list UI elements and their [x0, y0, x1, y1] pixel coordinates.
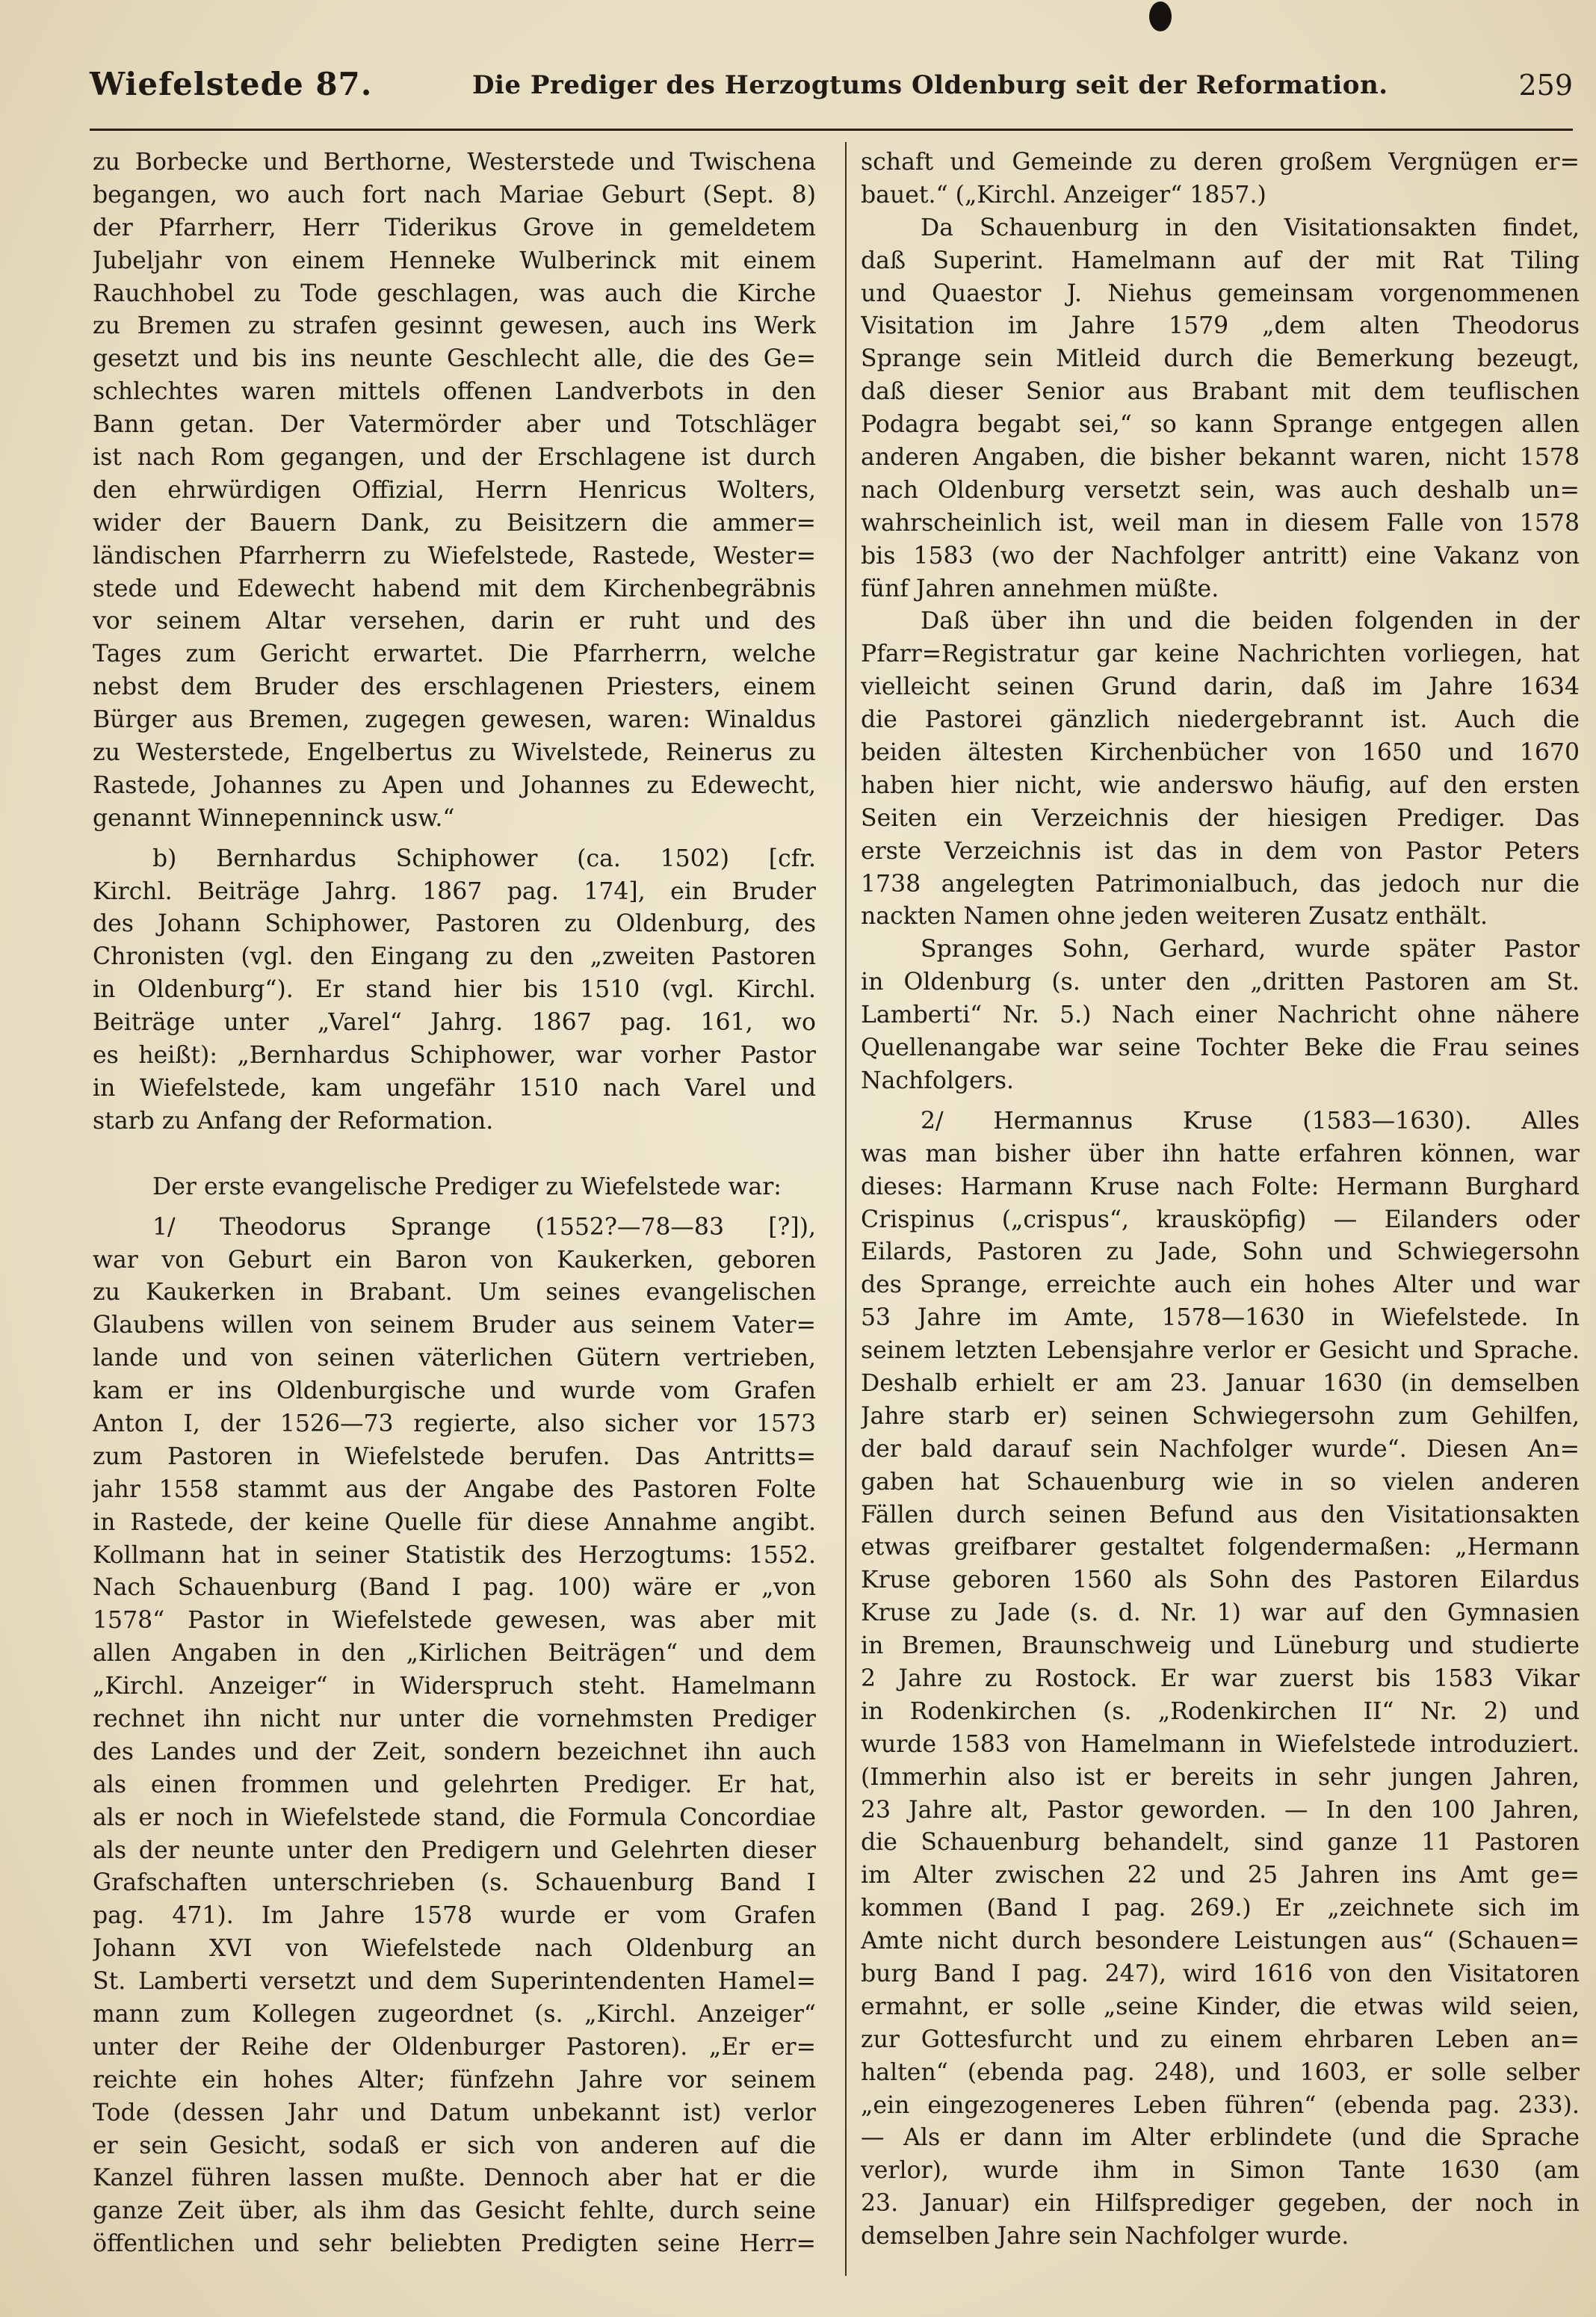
text-line: mann zum Kollegen zugeordnet (s. „Kirchl. Anzeiger“: [93, 2000, 816, 2028]
text-line: schaft und Gemeinde zu deren großem Vergnügen er=: [861, 149, 1580, 176]
text-line: Kruse zu Jade (s. d. Nr. 1) war auf den Gymnasien: [861, 1599, 1580, 1627]
text-line: demselben Jahre sein Nachfolger wurde.: [861, 2223, 1349, 2250]
text-line: zu Westerstede, Engelbertus zu Wivelstede, Reinerus zu: [93, 739, 816, 767]
text-line: Glaubens willen von seinem Bruder aus seinem Vater=: [93, 1312, 816, 1339]
header-rule: [90, 129, 1573, 131]
text-line: nebst dem Bruder des erschlagenen Priesters, einem: [93, 673, 816, 701]
text-line: schlechtes waren mittels offenen Landverbots in den: [93, 378, 816, 406]
text-line: stede und Edewecht habend mit dem Kirchenbegräbnis: [93, 575, 816, 602]
text-line: er sein Gesicht, sodaß er sich von anderen auf die: [93, 2132, 816, 2159]
text-line: Anton I, der 1526—73 regierte, also sicher vor 1573: [93, 1410, 816, 1437]
text-line: unter der Reihe der Oldenburger Pastoren). „Er er=: [93, 2033, 816, 2061]
text-line: daß dieser Senior aus Brabant mit dem teuflischen: [861, 378, 1580, 406]
text-line: verlor), wurde ihm in Simon Tante 1630 (am: [861, 2157, 1580, 2185]
text-line: und Quaestor J. Niehus gemeinsam vorgenommenen: [861, 280, 1580, 307]
text-line: b) Bernhardus Schiphower (ca. 1502) [cfr.: [152, 845, 816, 872]
text-line: haben hier nicht, wie anderswo häufig, auf den ersten: [861, 771, 1580, 799]
text-line: in Bremen, Braunschweig und Lüneburg und studierte: [861, 1632, 1580, 1660]
text-line: Podagra begabt sei,“ so kann Sprange entgegen allen: [861, 411, 1580, 439]
text-line: Kruse geboren 1560 als Sohn des Pastoren Eilardus: [861, 1567, 1580, 1594]
text-line: pag. 471). Im Jahre 1578 wurde er vom Grafen: [93, 1902, 816, 1930]
text-line: Grafschaften unterschrieben (s. Schauenburg Band I: [93, 1869, 816, 1897]
text-line: 2/ Hermannus Kruse (1583—1630). Alles: [921, 1107, 1580, 1135]
text-line: zur Gottesfurcht und zu einem ehrbaren Leben an=: [861, 2026, 1580, 2053]
header-parish: Wiefelstede 87.: [90, 66, 373, 102]
text-line: was man bisher über ihn hatte erfahren können, war: [861, 1140, 1580, 1167]
text-line: 23. Januar) ein Hilfsprediger gegeben, der noch in: [861, 2190, 1580, 2218]
text-line: vielleicht seinen Grund darin, daß im Jahre 1634: [861, 673, 1580, 701]
text-line: Rastede, Johannes zu Apen und Johannes zu Edewecht,: [93, 771, 816, 799]
text-line: Jahre starb er) seinen Schwiegersohn zum Gehilfen,: [861, 1402, 1580, 1430]
text-line: als er noch in Wiefelstede stand, die Formula Concordiae: [93, 1804, 816, 1831]
text-line: in Rastede, der keine Quelle für diese Annahme angibt.: [93, 1508, 816, 1536]
text-line: Tode (dessen Jahr und Datum unbekannt ist) verlor: [93, 2099, 816, 2126]
text-line: Kirchl. Beiträge Jahrg. 1867 pag. 174], ein Bruder: [93, 877, 816, 905]
text-line: 53 Jahre im Amte, 1578—1630 in Wiefelstede. In: [861, 1304, 1580, 1332]
paragraph-spacer: [861, 1098, 1580, 1105]
text-line: anderen Angaben, die bisher bekannt waren, nicht 1578: [861, 444, 1580, 472]
text-line: der bald darauf sein Nachfolger wurde“. Diesen An=: [861, 1435, 1580, 1463]
text-line: Johann XVI von Wiefelstede nach Oldenburg an: [93, 1935, 816, 1963]
text-line: Kollmann hat in seiner Statistik des Herzogtums: 1552.: [93, 1541, 816, 1569]
text-line: Der erste evangelische Prediger zu Wiefelstede war:: [152, 1173, 782, 1200]
text-line: 1738 angelegten Patrimonialbuch, das jedoch nur die: [861, 870, 1580, 898]
text-line: gaben hat Schauenburg wie in so vielen anderen: [861, 1468, 1580, 1496]
text-line: Kanzel führen lassen mußte. Dennoch aber hat er die: [93, 2165, 816, 2192]
text-line: rechnet ihn nicht nur unter die vornehmsten Prediger: [93, 1705, 816, 1733]
column-divider: [845, 142, 847, 2276]
text-line: Eilards, Pastoren zu Jade, Sohn und Schwiegersohn: [861, 1238, 1580, 1266]
text-line: des Sprange, erreichte auch ein hohes Alter und war: [861, 1271, 1580, 1299]
text-line: in Rodenkirchen (s. „Rodenkirchen II“ Nr. 2) und: [861, 1697, 1580, 1725]
left-column: [93, 146, 816, 2261]
text-line: beiden ältesten Kirchenbücher von 1650 und 1670: [861, 739, 1580, 767]
text-line: 2 Jahre zu Rostock. Er war zuerst bis 1583 Vikar: [861, 1665, 1580, 1692]
text-line: ist nach Rom gegangen, und der Erschlagene ist durch: [93, 444, 816, 472]
text-line: dieses: Harmann Kruse nach Folte: Hermann Burghard: [861, 1173, 1580, 1200]
text-line: halten“ (ebenda pag. 248), und 1603, er solle selber: [861, 2058, 1580, 2086]
text-line: wurde 1583 von Hamelmann in Wiefelstede introduziert.: [861, 1730, 1580, 1758]
text-line: — Als er dann im Alter erblindete (und die Sprache: [861, 2124, 1580, 2152]
text-line: Fällen durch seinen Befund aus den Visitationsakten: [861, 1501, 1580, 1528]
text-line: starb zu Anfang der Reformation.: [93, 1107, 494, 1135]
text-line: kam er ins Oldenburgische und wurde vom Grafen: [93, 1377, 816, 1405]
text-line: im Alter zwischen 22 und 25 Jahren ins Amt ge=: [861, 1862, 1580, 1889]
text-line: Nach Schauenburg (Band I pag. 100) wäre er „von: [93, 1574, 816, 1602]
text-line: 23 Jahre alt, Pastor geworden. — In den 100 Jahren,: [861, 1796, 1580, 1824]
text-line: wahrscheinlich ist, weil man in diesem Falle von 1578: [861, 509, 1580, 537]
text-line: in Wiefelstede, kam ungefähr 1510 nach Varel und: [93, 1074, 816, 1102]
text-line: bis 1583 (wo der Nachfolger antritt) eine Vakanz von: [861, 542, 1580, 570]
text-line: gesetzt und bis ins neunte Geschlecht alle, die des Ge=: [93, 345, 816, 373]
text-line: war von Geburt ein Baron von Kaukerken, geboren: [93, 1246, 816, 1274]
text-line: Beiträge unter „Varel“ Jahrg. 1867 pag. 161, wo: [93, 1009, 816, 1037]
text-line: Da Schauenburg in den Visitationsakten findet,: [921, 214, 1580, 241]
text-line: seinem letzten Lebensjahre verlor er Gesicht und Sprache.: [861, 1337, 1580, 1365]
text-line: erste Verzeichnis ist das in dem von Pastor Peters: [861, 837, 1580, 865]
text-line: St. Lamberti versetzt und dem Superintendenten Hamel=: [93, 1968, 816, 1996]
text-line: Daß über ihn und die beiden folgenden in der: [921, 608, 1580, 635]
text-line: Spranges Sohn, Gerhard, wurde später Pastor: [921, 936, 1580, 963]
text-line: (Immerhin also ist er bereits in sehr jungen Jahren,: [861, 1763, 1580, 1791]
text-line: Amte nicht durch besondere Leistungen aus“ (Schauen=: [861, 1928, 1580, 1955]
text-line: Rauchhobel zu Tode geschlagen, was auch die Kirche: [93, 280, 816, 307]
paragraph-spacer: [93, 836, 816, 843]
text-line: Jubeljahr von einem Henneke Wulberinck mit einem: [93, 247, 816, 274]
right-column: [861, 146, 1580, 2253]
running-header: [90, 63, 1573, 111]
text-line: 1/ Theodorus Sprange (1552?—78—83 [?]),: [152, 1213, 816, 1241]
text-line: als der neunte unter den Predigern und Gelehrten dieser: [93, 1836, 816, 1864]
text-line: „ein eingezogeneres Leben führen“ (ebenda pag. 233).: [861, 2091, 1580, 2119]
text-line: öffentlichen und sehr beliebten Predigten seine Herr=: [93, 2230, 816, 2258]
paragraph-spacer: [93, 1204, 816, 1212]
text-line: die Schauenburg behandelt, sind ganze 11 Pastoren: [861, 1829, 1580, 1857]
text-line: des Johann Schiphower, Pastoren zu Oldenburg, des: [93, 910, 816, 938]
text-line: Deshalb erhielt er am 23. Januar 1630 (in demselben: [861, 1369, 1580, 1397]
text-line: burg Band I pag. 247), wird 1616 von den Visitatoren: [861, 1960, 1580, 1987]
page-number: 259: [1518, 69, 1573, 102]
text-line: etwas greifbarer gestaltet folgendermaßen: „Hermann: [861, 1534, 1580, 1561]
text-line: nach Oldenburg versetzt sein, was auch deshalb un=: [861, 476, 1580, 504]
text-line: ermahnt, er solle „seine Kinder, die etwas wild seien,: [861, 1993, 1580, 2020]
text-line: zu Bremen zu strafen gesinnt gewesen, auch ins Werk: [93, 312, 816, 340]
text-line: ländischen Pfarrherrn zu Wiefelstede, Rastede, Wester=: [93, 542, 816, 570]
header-title: Die Prediger des Herzogtums Oldenburg seit der Reformation.: [472, 70, 1388, 100]
text-line: in Oldenburg“). Er stand hier bis 1510 (vgl. Kirchl.: [93, 976, 816, 1004]
text-line: jahr 1558 stammt aus der Angabe des Pastoren Folte: [93, 1475, 816, 1503]
text-line: Tages zum Gericht erwartet. Die Pfarrherrn, welche: [93, 641, 816, 668]
paragraph-spacer: [93, 1138, 816, 1171]
text-line: reichte ein hohes Alter; fünfzehn Jahre vor seinem: [93, 2066, 816, 2094]
text-line: Bürger aus Bremen, zugegen gewesen, waren: Winaldus: [93, 706, 816, 734]
text-line: daß Superint. Hamelmann auf der mit Rat Tiling: [861, 247, 1580, 274]
text-line: „Kirchl. Anzeiger“ in Widerspruch steht. Hamelmann: [93, 1673, 816, 1700]
text-line: genannt Winnepenninck usw.“: [93, 804, 455, 832]
text-line: bauet.“ („Kirchl. Anzeiger“ 1857.): [861, 181, 1266, 209]
text-line: wider der Bauern Dank, zu Beisitzern die ammer=: [93, 509, 816, 537]
text-line: Nachfolgers.: [861, 1067, 1015, 1094]
text-line: es heißt): „Bernhardus Schiphower, war vorher Pastor: [93, 1042, 816, 1070]
text-line: als einen frommen und gelehrten Prediger. Er hat,: [93, 1771, 816, 1798]
text-line: den ehrwürdigen Offizial, Herrn Henricus Wolters,: [93, 476, 816, 504]
text-line: der Pfarrherr, Herr Tiderikus Grove in gemeldetem: [93, 214, 816, 241]
text-line: ganze Zeit über, als ihm das Gesicht fehlte, durch seine: [93, 2197, 816, 2225]
text-line: allen Angaben in den „Kirlichen Beiträgen“ und dem: [93, 1640, 816, 1667]
text-line: Crispinus („crispus“, krausköpfig) — Eilanders oder: [861, 1206, 1580, 1233]
punch-hole-mark: [1149, 1, 1172, 31]
text-line: zu Kaukerken in Brabant. Um seines evangelischen: [93, 1279, 816, 1306]
text-line: die Pastorei gänzlich niedergebrannt ist. Auch die: [861, 706, 1580, 734]
text-line: kommen (Band I pag. 269.) Er „zeichnete sich im: [861, 1895, 1580, 1922]
text-line: Seiten ein Verzeichnis der hiesigen Prediger. Das: [861, 804, 1580, 832]
text-line: Quellenangabe war seine Tochter Beke die Frau seines: [861, 1034, 1580, 1062]
text-line: nackten Namen ohne jeden weiteren Zusatz enthält.: [861, 903, 1488, 931]
text-line: 1578“ Pastor in Wiefelstede gewesen, was aber mit: [93, 1607, 816, 1635]
text-line: begangen, wo auch fort nach Mariae Geburt (Sept. 8): [93, 181, 816, 209]
text-line: Lamberti“ Nr. 5.) Nach einer Nachricht ohne nähere: [861, 1002, 1580, 1029]
text-line: Visitation im Jahre 1579 „dem alten Theodorus: [861, 312, 1580, 340]
text-line: Bann getan. Der Vatermörder aber und Totschläger: [93, 411, 816, 439]
text-line: Pfarr=Registratur gar keine Nachrichten vorliegen, hat: [861, 641, 1580, 668]
text-line: lande und von seinen väterlichen Gütern vertrieben,: [93, 1345, 816, 1372]
text-line: des Landes und der Zeit, sondern bezeichnet ihn auch: [93, 1738, 816, 1765]
text-line: fünf Jahren annehmen müßte.: [861, 575, 1219, 602]
text-line: zu Borbecke und Berthorne, Westerstede und Twischena: [93, 149, 816, 176]
text-line: zum Pastoren in Wiefelstede berufen. Das Antritts=: [93, 1443, 816, 1470]
text-line: vor seinem Altar versehen, darin er ruht und des: [93, 608, 816, 635]
text-line: Chronisten (vgl. den Eingang zu den „zweiten Pastoren: [93, 943, 816, 971]
text-line: in Oldenburg (s. unter den „dritten Pastoren am St.: [861, 969, 1580, 996]
text-line: Sprange sein Mitleid durch die Bemerkung bezeugt,: [861, 345, 1580, 373]
